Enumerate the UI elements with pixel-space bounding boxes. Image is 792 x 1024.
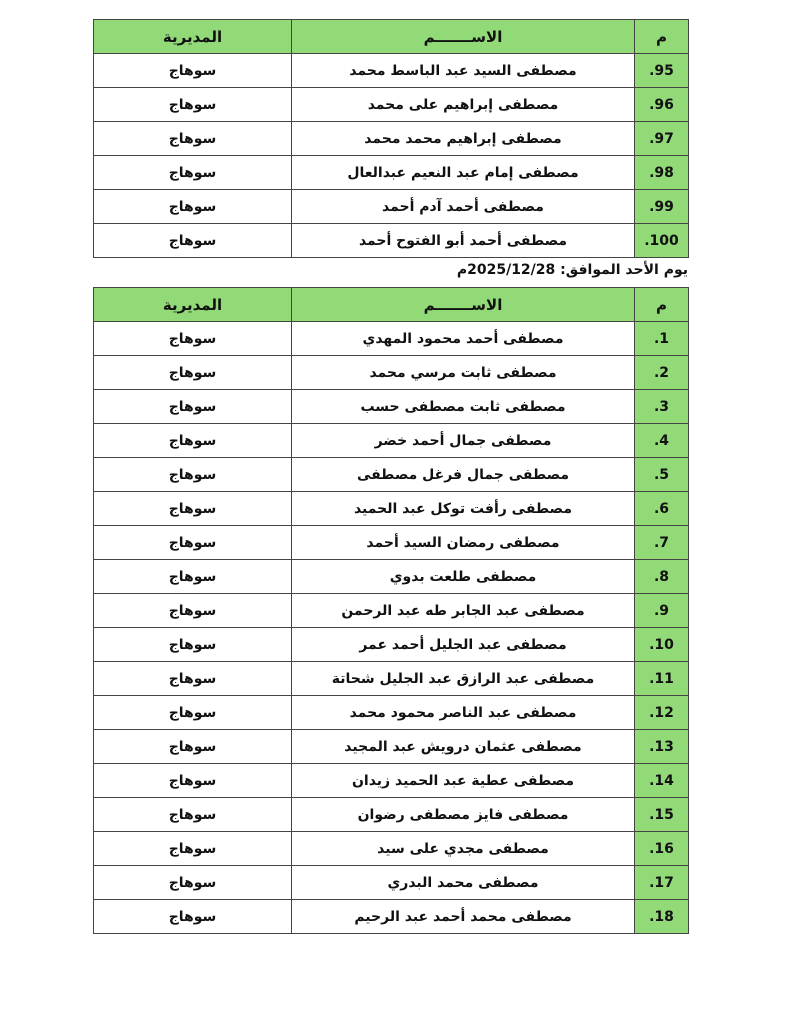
table-row <box>94 458 689 492</box>
row-index: 6. <box>635 492 689 526</box>
row-index: 5. <box>635 458 689 492</box>
row-directorate: سوهاج <box>94 322 292 356</box>
table-row <box>94 798 689 832</box>
table-row <box>94 730 689 764</box>
row-name: مصطفى عبد الناصر محمود محمد <box>292 696 635 730</box>
date-line: يوم الأحد الموافق: 2025/12/28م <box>456 262 688 278</box>
table-row <box>94 628 689 662</box>
table-row <box>94 390 689 424</box>
row-index: 9. <box>635 594 689 628</box>
row-name: مصطفى السيد عبد الباسط محمد <box>292 54 635 88</box>
table-row <box>94 424 689 458</box>
row-directorate: سوهاج <box>94 526 292 560</box>
table-row <box>94 696 689 730</box>
row-index: 96. <box>635 88 689 122</box>
row-name: مصطفى عطية عبد الحميد زيدان <box>292 764 635 798</box>
row-index: 14. <box>635 764 689 798</box>
row-directorate: سوهاج <box>94 730 292 764</box>
row-directorate: سوهاج <box>94 764 292 798</box>
row-name: مصطفى أحمد آدم أحمد <box>292 190 635 224</box>
row-name: مصطفى محمد أحمد عبد الرحيم <box>292 900 635 934</box>
row-name: مصطفى ثابت مرسي محمد <box>292 356 635 390</box>
names-table-2 <box>93 287 689 934</box>
row-index: 8. <box>635 560 689 594</box>
row-directorate: سوهاج <box>94 190 292 224</box>
row-directorate: سوهاج <box>94 900 292 934</box>
row-name: مصطفى إبراهيم على محمد <box>292 88 635 122</box>
table-row <box>94 526 689 560</box>
table-header-row <box>94 20 689 54</box>
row-name: مصطفى ثابت مصطفى حسب <box>292 390 635 424</box>
row-name: مصطفى رمضان السيد أحمد <box>292 526 635 560</box>
table-row <box>94 560 689 594</box>
row-name: مصطفى محمد البدري <box>292 866 635 900</box>
row-index: 7. <box>635 526 689 560</box>
row-directorate: سوهاج <box>94 866 292 900</box>
row-index: 16. <box>635 832 689 866</box>
row-index: 99. <box>635 190 689 224</box>
row-directorate: سوهاج <box>94 832 292 866</box>
row-index: 13. <box>635 730 689 764</box>
row-index: 15. <box>635 798 689 832</box>
table-row <box>94 88 689 122</box>
row-index: 98. <box>635 156 689 190</box>
table-row <box>94 156 689 190</box>
row-directorate: سوهاج <box>94 424 292 458</box>
row-name: مصطفى جمال أحمد خضر <box>292 424 635 458</box>
row-directorate: سوهاج <box>94 224 292 258</box>
table-row <box>94 190 689 224</box>
row-directorate: سوهاج <box>94 492 292 526</box>
row-index: 1. <box>635 322 689 356</box>
table-row <box>94 122 689 156</box>
row-index: 4. <box>635 424 689 458</box>
row-name: مصطفى إمام عبد النعيم عبدالعال <box>292 156 635 190</box>
names-table-1 <box>93 19 689 258</box>
row-directorate: سوهاج <box>94 390 292 424</box>
table-row <box>94 866 689 900</box>
row-directorate: سوهاج <box>94 88 292 122</box>
table-header-row <box>94 288 689 322</box>
header-directorate: المديرية <box>94 288 292 322</box>
row-name: مصطفى رأفت توكل عبد الحميد <box>292 492 635 526</box>
row-name: مصطفى فايز مصطفى رضوان <box>292 798 635 832</box>
row-directorate: سوهاج <box>94 662 292 696</box>
row-directorate: سوهاج <box>94 122 292 156</box>
row-directorate: سوهاج <box>94 356 292 390</box>
row-index: 17. <box>635 866 689 900</box>
row-directorate: سوهاج <box>94 54 292 88</box>
table-row <box>94 662 689 696</box>
table-row <box>94 900 689 934</box>
row-name: مصطفى جمال فرغل مصطفى <box>292 458 635 492</box>
row-directorate: سوهاج <box>94 156 292 190</box>
row-name: مصطفى أحمد محمود المهدي <box>292 322 635 356</box>
row-index: 100. <box>635 224 689 258</box>
header-index: م <box>635 20 689 54</box>
row-index: 3. <box>635 390 689 424</box>
row-index: 18. <box>635 900 689 934</box>
table-row <box>94 594 689 628</box>
table-row <box>94 356 689 390</box>
row-directorate: سوهاج <box>94 628 292 662</box>
header-index: م <box>635 288 689 322</box>
table-row <box>94 832 689 866</box>
row-index: 97. <box>635 122 689 156</box>
row-name: مصطفى أحمد أبو الفتوح أحمد <box>292 224 635 258</box>
header-name: الاســـــــم <box>292 288 635 322</box>
row-index: 2. <box>635 356 689 390</box>
row-index: 11. <box>635 662 689 696</box>
table-row <box>94 224 689 258</box>
row-index: 12. <box>635 696 689 730</box>
row-directorate: سوهاج <box>94 560 292 594</box>
row-index: 10. <box>635 628 689 662</box>
row-directorate: سوهاج <box>94 458 292 492</box>
row-name: مصطفى مجدي على سيد <box>292 832 635 866</box>
table-row <box>94 322 689 356</box>
table-row <box>94 492 689 526</box>
header-name: الاســـــــم <box>292 20 635 54</box>
row-directorate: سوهاج <box>94 594 292 628</box>
row-name: مصطفى عثمان درويش عبد المجيد <box>292 730 635 764</box>
row-directorate: سوهاج <box>94 798 292 832</box>
row-directorate: سوهاج <box>94 696 292 730</box>
row-index: 95. <box>635 54 689 88</box>
table-row <box>94 764 689 798</box>
row-name: مصطفى عبد الرازق عبد الجليل شحاتة <box>292 662 635 696</box>
header-directorate: المديرية <box>94 20 292 54</box>
row-name: مصطفى طلعت بدوي <box>292 560 635 594</box>
row-name: مصطفى إبراهيم محمد محمد <box>292 122 635 156</box>
row-name: مصطفى عبد الجليل أحمد عمر <box>292 628 635 662</box>
table-row <box>94 54 689 88</box>
row-name: مصطفى عبد الجابر طه عبد الرحمن <box>292 594 635 628</box>
